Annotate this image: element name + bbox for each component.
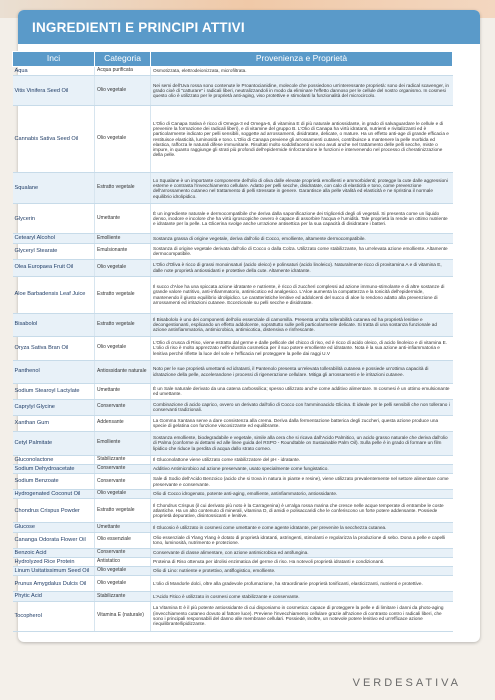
ingredient-category: Umettante [95, 383, 151, 399]
ingredient-inci: Aloe Barbadensis Leaf Juice [13, 276, 95, 313]
ingredient-category: Estratto vegetale [95, 173, 151, 204]
table-row [13, 243, 453, 259]
ingredient-description: Sostanza grassa di origine vegetale, deriva dall'olio di Cocco, emolliente, altamente dermocompatibile. [151, 234, 453, 243]
ingredient-inci: Xanthan Gum [13, 415, 95, 431]
ingredient-category: Umettante [95, 204, 151, 234]
ingredient-inci: Cannabis Sativa Seed Oil [13, 106, 95, 173]
ingredient-description: Proteina di Riso ottenuta per idrolisi enzimatica del germe di riso. Ha notevoli proprietà idratanti e condizionanti. [151, 557, 453, 566]
ingredient-inci: Cetyl Palmitate [13, 431, 95, 455]
ingredient-description: Il Gluconolattone viene utilizzato come stabilizzatore del pH - idratante. [151, 455, 453, 464]
table-row [13, 106, 453, 173]
ingredient-description: Olio essenziale di Ylang Ylang è dotato di proprietà idratanti, astringenti, stimolanti e regolarizza la produzione di sebo. Dona a pelle e capelli tono, luminosità, nutrimento e protezione. [151, 532, 453, 548]
table-row [13, 499, 453, 523]
ingredient-category: Estratto vegetale [95, 499, 151, 523]
ingredient-description: Il Chondrus Crispus (il cui derivato più noto è la Carragenina) è un'alga rossa marina che cresce nelle acque temperate di entrambe le coste atlantiche. Ha un alto contenuto di minerali, vitamina D, di amidi e polisaccaridi che le conferiscono un forte potere addensante. Possiede proprietà depurative, disintossicanti e lenitive. [151, 499, 453, 523]
table-row [13, 557, 453, 566]
ingredient-category: Olio vegetale [95, 106, 151, 173]
ingredient-inci: Chondrus Crispus Powder [13, 499, 95, 523]
ingredient-category: Emolliente [95, 431, 151, 455]
table-row [13, 383, 453, 399]
ingredient-category: Vitamina E (naturale) [95, 601, 151, 631]
ingredient-description: L'Olio d'Oliva è ricco di grassi monoinsaturi (acido oleico) e polinsaturi (acido linoleico). Naturalmente ricco di provitamina A e di vitamina E, dalle note proprietà antiossidanti e protettive della cute. Altamente idratante. [151, 259, 453, 276]
table-row [13, 415, 453, 431]
ingredient-description: Olio di Lino: nutriente e protettivo, antiflogistico, emolliente. [151, 567, 453, 576]
table-row [13, 76, 453, 106]
table-row [13, 276, 453, 313]
ingredient-description: Il Bisabololo è uno dei componenti dell'olio essenziale di camomilla. Presenta un'alta tollerabilità cutanea ed ha proprietà lenitive e decongestionanti, esplicando un effetto addolcente, soprattutto sulle pelli particolarmente delicate. Si tratta di una sostanza funzionale ad azione antinfiammatoria, antimicrobica, antimicotica, distensiva e rinfrescante. [151, 313, 453, 336]
table-row [13, 259, 453, 276]
table-row [13, 455, 453, 464]
ingredient-category: Estratto vegetale [95, 313, 151, 336]
table-row [13, 399, 453, 415]
ingredient-description: Sale di Sodio dell'Acido Benzoico (acido che si trova in natura in piante e resine), viene utilizzato prevalentemente nel settore alimentare come preservante e conservante. [151, 474, 453, 490]
table-row [13, 567, 453, 576]
table-row [13, 474, 453, 490]
ingredient-description: La Gomma Xantana serve a dare consistenza alla crema. Deriva dalla fermentazione batterica degli zuccheri, questa azione produce una specie di gelatina con funzione viscosizzante ed equilibrante. [151, 415, 453, 431]
ingredient-inci: Glyceryl Stearate [13, 243, 95, 259]
ingredient-category: Acqua purificata [95, 67, 151, 76]
ingredient-description: La Vitamina E è il più potente antiossidante di cui disponiamo in cosmetica: capace di proteggere la pelle e di limitare i danni da photo-aging (invecchiamento cutaneo dovuto al fattore luce). Previene l'invecchiamento cellulare grazie all'azione di contrasto contro i radicali liberi, che sono i principali responsabili del danno alle membrane cellulari. Possiede, inoltre, un notevole potere lenitivo ed un'efficace azione riequilibrante/lipidizzante. [151, 601, 453, 631]
ingredient-inci: Linum Usitatissimum Seed Oil [13, 567, 95, 576]
ingredient-inci: Squalane [13, 173, 95, 204]
table-row [13, 336, 453, 360]
ingredient-category: Estratto vegetale [95, 276, 151, 313]
ingredient-description: Sostanza emolliente, biodegradabile e vegetale, simile alla cera che si ricava dall'Acido Palmitico, un acido grasso naturale che deriva dall'olio di Palma (conforme ai dettami ed alle linee guida del RSPO - Roundtable on Sustainable Palm Oil). Sulla pelle è in grado di formare un film lipidico che riduce la perdita di acqua dallo strato corneo. [151, 431, 453, 455]
table-row [13, 576, 453, 592]
table-row [13, 490, 453, 499]
ingredient-inci: Prunus Amygdalus Dulcis Oil [13, 576, 95, 592]
ingredient-description: L'Olio di crusca di Riso, viene estratto dal germe e dalle pellicole del chicco di riso, ed è ricco di acido oleico, di acido linoleico e di vitamina E. L'olio di riso è molto apprezzato nell'industria cosmetica per il suo potere emolliente ed idratante. Nota è la sua azione anti-infiammatoria e lenitiva perché riflette la luce del sole e l'efficacia nel proteggere la pelle dai raggi U.V [151, 336, 453, 360]
ingredient-inci: Benzoic Acid [13, 548, 95, 557]
ingredient-category: Emolliente [95, 234, 151, 243]
ingredient-inci: Bisabolol [13, 313, 95, 336]
ingredient-inci: Caprylyl Glycine [13, 399, 95, 415]
ingredient-description: Olio di Cocco idrogenato, potente anti-aging, emolliente, antinfiammatorio, antiossidante. [151, 490, 453, 499]
table-row [13, 173, 453, 204]
ingredient-inci: Sodium Dehydroacetate [13, 464, 95, 473]
ingredient-description: Conservante di classe alimentare, con azione antimicrobica ed antifungina. [151, 548, 453, 557]
ingredient-inci: Panthenol [13, 360, 95, 383]
ingredient-category: Conservante [95, 399, 151, 415]
ingredient-category: Olio vegetale [95, 336, 151, 360]
ingredient-category: Antiossidante naturale [95, 360, 151, 383]
table-row [13, 548, 453, 557]
ingredient-description: Nei semi dell'Uva rossa sono contenute le Proantocianidine, molecole che possiedono un'interessante proprietà: sono dei radical scavenger, in grado cioè di "catturare" i radicali liberi, neutralizzandoli in modo da eliminare l'effetto dannoso per le cellule del nostro organismo. In cosmesi questo olio è utilizzato per le proprietà anti-aging, viso protettive e stimolanti la funzionalità del microcircolo. [151, 76, 453, 106]
table-row [13, 234, 453, 243]
table-row [13, 360, 453, 383]
table-row [13, 313, 453, 336]
ingredient-description: Noto per le sue proprietà umettanti ed idratanti, il Pantenolo presenta un'elevata tollerabilità cutanea e possiede un'ottima capacità di idratazione della pelle, accelerandone i processi di rigenerazione cellulare. Mitiga gli arrossamenti e le irritazioni cutanee. [151, 360, 453, 383]
table-row [13, 67, 453, 76]
ingredient-description: È un Sale naturale derivato da una catena carbossilica; spesso utilizzato anche come additivo alimentare. In cosmesi è un ottimo emulsionante ed umettante. [151, 383, 453, 399]
table-header-row [13, 52, 453, 67]
table-row [13, 532, 453, 548]
ingredient-inci: Cananga Odorata Flower Oil [13, 532, 95, 548]
ingredient-category: Emulsionante [95, 243, 151, 259]
ingredient-inci: Sodium Benzoate [13, 474, 95, 490]
ingredient-category: Olio vegetale [95, 259, 151, 276]
table-row [13, 601, 453, 631]
ingredient-inci: Glycerin [13, 204, 95, 234]
table-row [13, 204, 453, 234]
ingredient-category: Conservante [95, 474, 151, 490]
ingredient-inci: Olea Europaea Fruit Oil [13, 259, 95, 276]
ingredient-description: Osmotizzata, elettrodeionizzata, microfiltrata. [151, 67, 453, 76]
ingredient-description: Additivo Antimicrobico ad azione preservante, usato specialmente come fungistatico. [151, 464, 453, 473]
ingredient-inci: Hydrogenated Coconut Oil [13, 490, 95, 499]
ingredient-description: È un ingrediente naturale e dermocompatibile che deriva dalla saponificazione dei trigliceridi degli oli vegetali. Si presenta come un liquido denso, inodore e incolore che ha virtù igroscopiche ovvero è capace di assorbire l'acqua e l'umidità. Tale proprietà la rende un ottimo nutriente e idratante per la pelle. La Glicerina svolge anche un'azione antisettica per la sua capacità di disidratare i batteri. [151, 204, 453, 234]
ingredients-table [12, 51, 453, 632]
ingredient-category: Olio essenziale [95, 532, 151, 548]
header-categoria: Categoria [95, 52, 151, 67]
ingredient-inci: Oryza Sativa Bran Oil [13, 336, 95, 360]
ingredient-inci: Gluconolactone [13, 455, 95, 464]
header-provenienza: Provenienza e Proprietà [151, 52, 453, 67]
brand-logo-text: VERDESATIVA [352, 677, 461, 689]
ingredient-description: L'Olio di Canapa Sativa è ricco di Omega-3 ed Omega-6, di vitamina E di più naturale antiossidante, in grado di salvaguardare le cellule e di prevenire la formazione dei radicali liberi), e di vitamine del gruppo B. L'Olio di Canapa ha virtù idratanti, nutrienti e rivitalizzanti ed è particolarmente indicato per pelli sensibili, soggette ad arrossamenti, disidratate, delicate, o mature. Ha un effetto anti-age di grande efficacia e restituisce elasticità, luminosità e tono. L'Olio di Canapa previene gli arrossamenti cutanei, contribuisce a mantenere la pelle morbida ed elastica, rafforza le naturali difese immunitarie. Risultati molto soddisfacenti si sono avuti anche nel trattamento delle pelli secche, miste o impure, in quanto raggiunge gli strati più profondi dell'epidermide rinforzandone le funzioni e intervenendo nel processo di cheratinizzazione della pelle. [151, 106, 453, 173]
ingredient-description: L'Acido Fitico è utilizzato in cosmesi come stabilizzante e conservante. [151, 592, 453, 601]
ingredient-description: Il Glucosio è utilizzato in cosmesi come umettante e come agente idratante, per prevenire la secchezza cutanea. [151, 523, 453, 532]
ingredient-description: Sostanza di origine vegetale derivata dall'olio di Cocco o dalla Colza. Utilizzato come stabilizzante, ha un'elevata azione emolliente. Altamente dermocompatibile. [151, 243, 453, 259]
ingredient-inci: Hydrolyzed Rice Protein [13, 557, 95, 566]
ingredient-inci: Aqua [13, 67, 95, 76]
bottom-area [0, 640, 495, 700]
table-row [13, 464, 453, 473]
ingredient-category: Addensante [95, 415, 151, 431]
ingredient-inci: Cetearyl Alcohol [13, 234, 95, 243]
ingredient-description: Lo Squalane è un importante componente dell'olio di oliva dalle elevate proprietà emollienti e ammorbidenti; protegge la cute dalle aggressioni esterne e contrasta l'invecchiamento cellulare. Adatto per pelli secche, disidratate, con calo di elasticità e tono, come prevenzione dell'arrossamento cutaneo nel trattamento di pelli stressate in genere. Garantisce alla pelle vitalità ed elasticità e ne ripristina il normale equilibrio idrolipidico. [151, 173, 453, 204]
ingredient-inci: Sodium Stearoyl Lactylate [13, 383, 95, 399]
ingredient-category: Conservante [95, 464, 151, 473]
table-row [13, 523, 453, 532]
ingredient-category: Antistatico [95, 557, 151, 566]
header-inci: Inci [13, 52, 95, 67]
ingredient-category: Conservante [95, 548, 151, 557]
ingredient-category: Umettante [95, 523, 151, 532]
table-body [13, 67, 453, 632]
ingredient-category: Stabilizzante [95, 455, 151, 464]
ingredient-inci: Phytic Acid [13, 592, 95, 601]
page-title: INGREDIENTI E PRINCIPI ATTIVI [18, 10, 480, 44]
ingredient-category: Olio vegetale [95, 76, 151, 106]
ingredient-description: Combinazione di acido caprico, ovvero un derivato dall'olio di Cocco con l'amminoacido Glicina. È ideale per le pelli sensibili che non tollerano i conservanti tradizionali. [151, 399, 453, 415]
ingredient-description: Il succo d'Aloe ha una spiccata azione idratante e nutriente, è ricco di zuccheri complessi ad azione immuno-stimolante e di altre sostanze di grande valore nutritivo, anti-infiammatorio, antimicotico ed analgesico. L'Aloe aumenta la compattezza e la tonicità dell'epidermide, mantenendo il giusto equilibrio idrolipidico. Le caratteristiche lenitive ed addolcenti del succo di aloe lo rendono adatto alla prevenzione di arrossamenti ed irritazioni cutanee. Eccezionale su pelli secche e disidratate. [151, 276, 453, 313]
ingredient-category: Olio vegetale [95, 567, 151, 576]
ingredient-category: Olio vegetale [95, 490, 151, 499]
ingredient-category: Olio vegetale [95, 576, 151, 592]
ingredient-category: Stabilizzante [95, 592, 151, 601]
ingredient-description: L'olio di Mandorle dolci, oltre alla gradevole profumazione, ha straordinarie proprietà tonificanti, elasticizzanti, nutrienti e protettive. [151, 576, 453, 592]
ingredient-inci: Vitis Vinifera Seed Oil [13, 76, 95, 106]
table-row [13, 592, 453, 601]
ingredient-inci: Tocopherol [13, 601, 95, 631]
ingredient-inci: Glucose [13, 523, 95, 532]
table-row [13, 431, 453, 455]
